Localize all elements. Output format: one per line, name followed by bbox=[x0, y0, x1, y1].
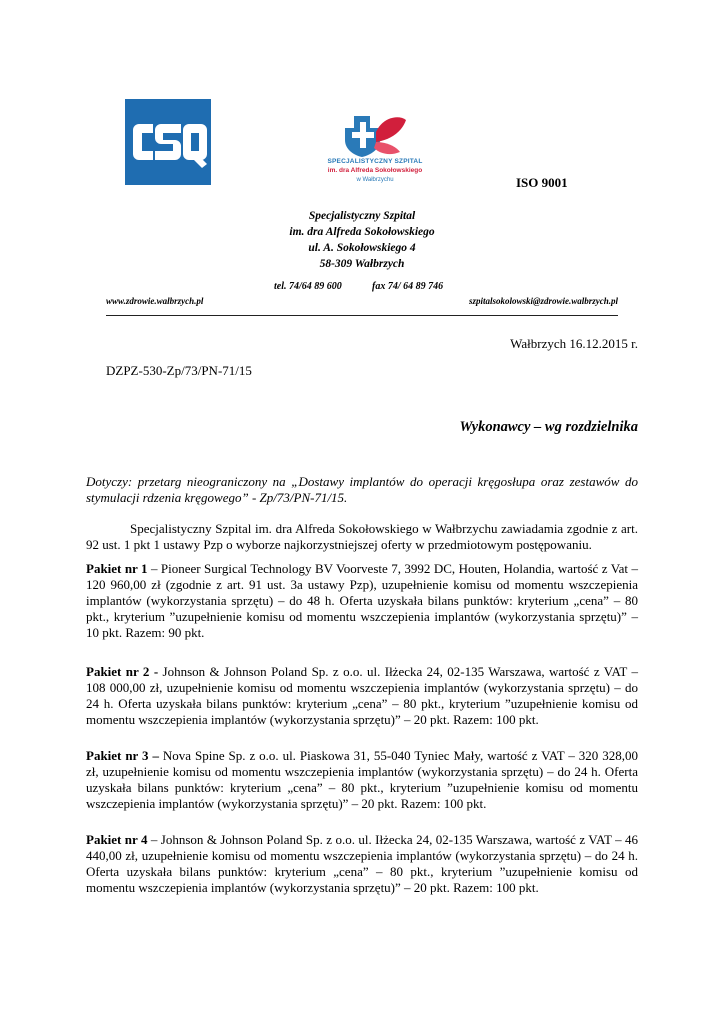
hospital-logo-line2: im. dra Alfreda Sokołowskiego bbox=[327, 167, 423, 174]
subject-text: Dotyczy: przetarg nieograniczony na „Dostawy implantów do operacji kręgosłupa oraz zestawów do stymulacji rdzenia kręgowego” - Zp/73/PN-71/15. bbox=[86, 474, 638, 505]
phone-number: tel. 74/64 89 600 bbox=[274, 281, 342, 292]
email-link[interactable]: szpitalsokolowski@zdrowie.walbrzych.pl bbox=[468, 296, 618, 306]
package-paragraph bbox=[86, 664, 638, 728]
hospital-logo-line1: SPECJALISTYCZNY SZPITAL bbox=[327, 158, 423, 165]
website-link[interactable]: www.zdrowie.walbrzych.pl bbox=[106, 296, 204, 306]
header-divider bbox=[106, 315, 618, 316]
package-paragraph bbox=[86, 748, 638, 812]
intro-text: Specjalistyczny Szpital im. dra Alfreda Sokołowskiego w Wałbrzychu zawiadamia zgodnie z art. 92 ust. 1 pkt 1 ustawy Pzp o wyborze najkorzystniejszej oferty w przedmiotowym postępowaniu. bbox=[86, 521, 638, 552]
package-paragraph bbox=[86, 561, 638, 641]
recipients-line: Wykonawcy – wg rozdzielnika bbox=[459, 419, 638, 435]
address-line: ul. A. Sokołowskiego 4 bbox=[308, 242, 416, 254]
csq-logo bbox=[125, 99, 211, 185]
intro-paragraph bbox=[86, 521, 638, 553]
address-line: im. dra Alfreda Sokołowskiego bbox=[289, 226, 435, 238]
package-text: – Johnson & Johnson Poland Sp. z o.o. ul. Iłżecka 24, 02-135 Warszawa, wartość z VAT – 46 440,00 zł, uzupełnienie komisu od momentu wszczepienia implantów (wykorzystania sprzętu) – do 24 h. Oferta uzyskała bilans punktów: kryterium „cena” – 80 pkt., kryterium ”uzupełnienie komisu od momentu wszczepienia implantów (wykorzystania sprzętu)” – 20 pkt. Razem: 100 pkt. bbox=[86, 832, 638, 895]
package-label: Pakiet nr 3 – bbox=[86, 748, 159, 763]
subject-paragraph bbox=[86, 474, 638, 506]
package-paragraph bbox=[86, 832, 638, 896]
fax-number: fax 74/ 64 89 746 bbox=[372, 281, 444, 292]
package-label: Pakiet nr 1 bbox=[86, 561, 148, 576]
hospital-logo bbox=[310, 112, 440, 190]
letter-date: Wałbrzych 16.12.2015 r. bbox=[510, 336, 638, 351]
package-label: Pakiet nr 2 - bbox=[86, 664, 159, 679]
package-text: Nova Spine Sp. z o.o. ul. Piaskowa 31, 55-040 Tyniec Mały, wartość z VAT – 320 328,00 zł, uzupełnienie komisu od momentu wszczepienia implantów (wykorzystania sprzętu) – do 24 h. Oferta uzyskała bilans punktów: kryterium „cena” – 80 pkt., kryterium ”uzupełnienie komisu od momentu wszczepienia implantów (wykorzystania sprzętu)” – 20 pkt. Razem: 100 pkt. bbox=[86, 748, 638, 811]
address-line: 58-309 Wałbrzych bbox=[319, 258, 405, 270]
hospital-logo-line3: w Wałbrzychu bbox=[356, 177, 394, 183]
address-line: Specjalistyczny Szpital bbox=[308, 210, 416, 222]
package-text: – Pioneer Surgical Technology BV Voorveste 7, 3992 DC, Houten, Holandia, wartość z Vat – 120 960,00 zł (zgodnie z art. 91 ust. 3a ustawy Pzp), uzupełnienie komisu od momentu wszczepienia implantów (wykorzystania sprzętu) – do 48 h. Oferta uzyskała bilans punktów: kryterium „cena” – 80 pkt., kryterium ”uzupełnienie komisu od momentu wszczepienia implantów (wykorzystania sprzętu)” – 10 pkt. Razem: 90 pkt. bbox=[86, 561, 638, 640]
package-text: Johnson & Johnson Poland Sp. z o.o. ul. Iłżecka 24, 02-135 Warszawa, wartość z VAT – 108 000,00 zł, uzupełnienie komisu od momentu wszczepienia implantów (wykorzystania sprzętu) – do 24 h. Oferta uzyskała bilans punktów: kryterium „cena” – 80 pkt., kryterium ”uzupełnienie komisu od momentu wszczepienia implantów (wykorzystania sprzętu)” – 20 pkt. Razem: 100 pkt. bbox=[86, 664, 638, 727]
package-label: Pakiet nr 4 bbox=[86, 832, 148, 847]
reference-number: DZPZ-530-Zp/73/PN-71/15 bbox=[106, 363, 252, 378]
iso-certification: ISO 9001 bbox=[516, 175, 568, 190]
hospital-emblem-icon bbox=[310, 112, 440, 158]
